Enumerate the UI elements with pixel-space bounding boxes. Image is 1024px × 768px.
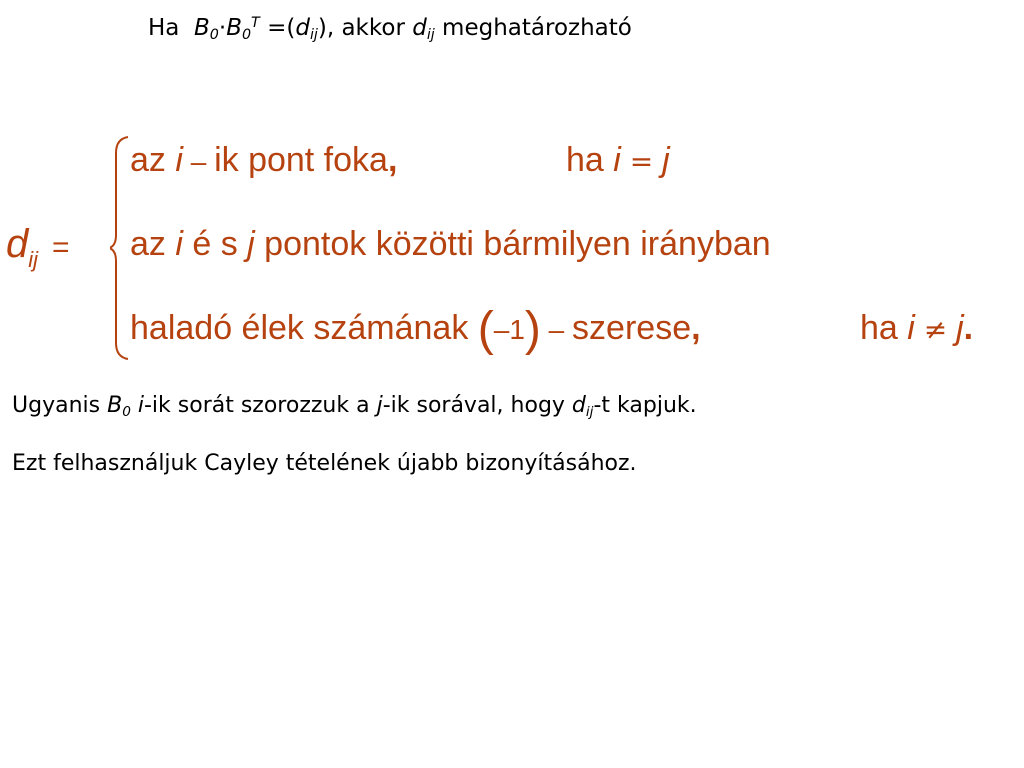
top-B1: B	[194, 15, 210, 41]
row1-text1: az	[130, 141, 176, 179]
row2-i: i	[175, 225, 183, 263]
ug-d: d	[571, 393, 586, 418]
row2-text3: pontok közötti bármilyen irányban	[254, 225, 771, 263]
left-brace	[110, 135, 130, 361]
lhs-sub: ij	[28, 247, 39, 272]
lhs-d: d	[6, 222, 29, 266]
top-ha: Ha	[148, 15, 180, 41]
top-d2-sub: ij	[426, 26, 435, 43]
ug-sp	[131, 393, 138, 418]
row3-lparen: (	[477, 303, 494, 356]
row3-dash: –	[540, 314, 573, 345]
ug-i: i	[137, 393, 144, 418]
ug-d-sub: ij	[585, 403, 594, 420]
row1-comma: ,	[387, 141, 398, 179]
top-B2-sup: T	[251, 15, 260, 32]
top-B2: B	[226, 15, 242, 41]
row3-text2: szerese	[572, 309, 692, 347]
formula-row-1	[130, 138, 397, 184]
row1-ha: ha	[566, 141, 614, 179]
top-statement	[148, 10, 632, 46]
row1-dash: –	[182, 146, 215, 177]
formula-row-1-condition	[566, 138, 670, 184]
row1-eq: =	[620, 145, 663, 178]
row3-ha: ha	[860, 309, 908, 347]
formula-row-3-condition	[860, 306, 973, 352]
row3-j: j	[956, 309, 964, 347]
explanation-line	[12, 390, 697, 422]
formula-lhs	[6, 222, 70, 272]
row3-comma: ,	[691, 309, 701, 347]
top-B2-sub: 0	[241, 26, 252, 43]
ug-t1: Ugyanis	[12, 393, 108, 418]
ug-B: B	[107, 393, 123, 418]
row1-j: j	[662, 141, 670, 179]
row3-period: .	[963, 309, 974, 347]
row3-minus1: –1	[493, 314, 525, 345]
ug-t3: -ik sorával, hogy	[382, 393, 572, 418]
row1-i2: i	[613, 141, 621, 179]
row2-j: j	[247, 225, 255, 263]
row3-i: i	[907, 309, 915, 347]
top-end: meghatározható	[434, 15, 632, 41]
ug-t2: -ik sorát szorozzuk a	[143, 393, 377, 418]
ug-t4: -t kapjuk.	[593, 393, 697, 418]
lhs-eq: =	[52, 231, 70, 264]
top-B1-sub: 0	[209, 26, 219, 43]
row3-neq: ≠	[914, 313, 957, 346]
row3-rparen: )	[524, 303, 541, 356]
top-close: ), akkor	[317, 15, 413, 41]
formula-row-2	[130, 222, 771, 266]
ug-B-sub: 0	[122, 403, 131, 420]
row2-text1: az	[130, 225, 176, 263]
top-dot: ·	[218, 15, 227, 41]
top-d2: d	[412, 15, 427, 41]
usage-line: Ezt felhasználjuk Cayley tételének újabb bizonyításához.	[12, 451, 637, 476]
row1-i: i	[175, 141, 183, 179]
top-d: d	[295, 15, 310, 41]
top-eq-open: =(	[259, 15, 296, 41]
formula-row-3	[130, 303, 701, 356]
row1-text2: ik pont foka	[214, 141, 388, 179]
top-d-sub: ij	[309, 26, 318, 43]
ug-j: j	[376, 393, 383, 418]
row3-text1: haladó élek számának	[130, 309, 478, 347]
row2-text2: é s	[182, 225, 248, 263]
